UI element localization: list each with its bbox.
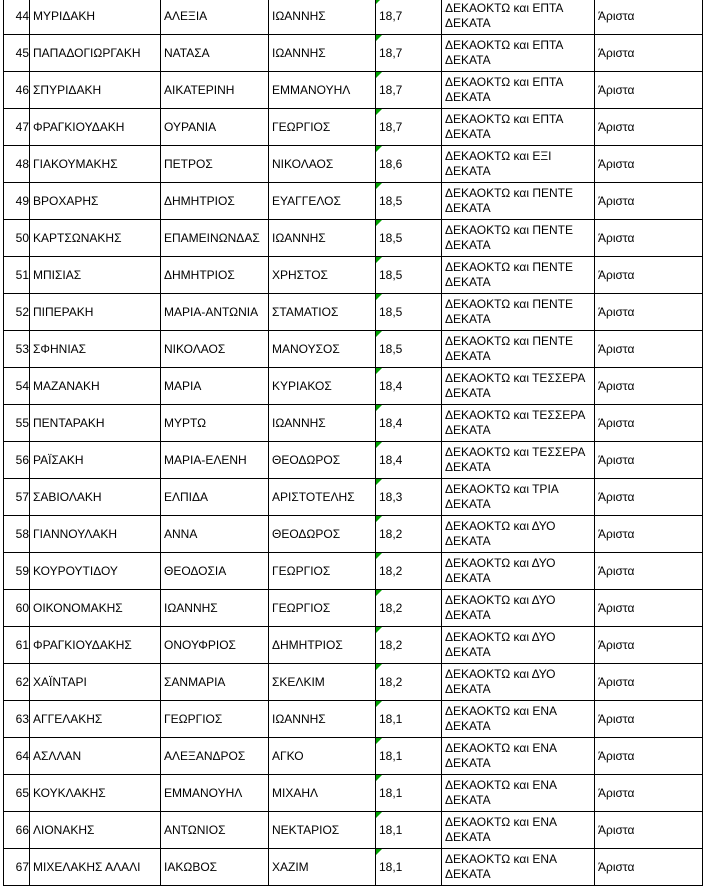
- table-row: [4, 146, 703, 183]
- grade-words-cell: [442, 701, 595, 738]
- grade-words-cell: [442, 775, 595, 812]
- grade-cell: 18,6: [376, 146, 442, 183]
- father-name-cell: ΝΕΚΤΑΡΙΟΣ: [269, 812, 376, 849]
- grade-words-line-1: ΔΕΚΑΟΚΤΩ και ΤΕΣΣΕΡΑ: [445, 445, 586, 459]
- surname-cell: ΑΣΛΛΑΝ: [30, 738, 161, 775]
- table-row: [4, 590, 703, 627]
- surname-cell: ΜΠΙΣΙΑΣ: [30, 257, 161, 294]
- row-number: 63: [4, 701, 30, 738]
- distinction-cell: Άριστα: [595, 590, 703, 627]
- grade-words-cell: [442, 0, 595, 35]
- distinction-cell: Άριστα: [595, 627, 703, 664]
- row-number: 64: [4, 738, 30, 775]
- grade-words-line-1: ΔΕΚΑΟΚΤΩ και ΤΡΙΑ: [445, 482, 559, 496]
- row-number: 51: [4, 257, 30, 294]
- surname-cell: ΜΥΡΙΔΑΚΗ: [30, 0, 161, 35]
- first-name-cell: ΙΩΑΝΝΗΣ: [161, 590, 269, 627]
- grade-words-line-2: ΔΕΚΑΤΑ: [445, 756, 491, 770]
- grade-cell: 18,1: [376, 812, 442, 849]
- grade-words-cell: [442, 146, 595, 183]
- grade-words-cell: [442, 553, 595, 590]
- distinction-cell: Άριστα: [595, 701, 703, 738]
- surname-cell: ΜΙΧΕΛΑΚΗΣ ΑΛΑΛΙ: [30, 849, 161, 886]
- first-name-cell: ΑΙΚΑΤΕΡΙΝΗ: [161, 72, 269, 109]
- surname-cell: ΓΙΑΚΟΥΜΑΚΗΣ: [30, 146, 161, 183]
- table-row: [4, 775, 703, 812]
- surname-cell: ΣΠΥΡΙΔΑΚΗ: [30, 72, 161, 109]
- grade-words-line-1: ΔΕΚΑΟΚΤΩ και ΔΥΟ: [445, 630, 556, 644]
- first-name-cell: ΑΝΝΑ: [161, 516, 269, 553]
- row-number: 61: [4, 627, 30, 664]
- distinction-cell: Άριστα: [595, 257, 703, 294]
- father-name-cell: ΓΕΩΡΓΙΟΣ: [269, 553, 376, 590]
- grade-words-line-2: ΔΕΚΑΤΑ: [445, 645, 491, 659]
- grade-words-cell: [442, 109, 595, 146]
- grade-words-line-2: ΔΕΚΑΤΑ: [445, 16, 491, 30]
- table-row: [4, 516, 703, 553]
- grade-words-line-2: ΔΕΚΑΤΑ: [445, 53, 491, 67]
- grade-cell: 18,7: [376, 35, 442, 72]
- row-number: 54: [4, 368, 30, 405]
- distinction-cell: Άριστα: [595, 0, 703, 35]
- table-row: [4, 479, 703, 516]
- grade-words-line-1: ΔΕΚΑΟΚΤΩ και ΕΝΑ: [445, 741, 557, 755]
- grade-cell: 18,3: [376, 479, 442, 516]
- grade-words-line-1: ΔΕΚΑΟΚΤΩ και ΔΥΟ: [445, 593, 556, 607]
- grade-words-line-2: ΔΕΚΑΤΑ: [445, 682, 491, 696]
- grade-cell: 18,7: [376, 72, 442, 109]
- grade-cell: 18,1: [376, 738, 442, 775]
- surname-cell: ΟΙΚΟΝΟΜΑΚΗΣ: [30, 590, 161, 627]
- table-row: [4, 738, 703, 775]
- grade-words-cell: [442, 627, 595, 664]
- father-name-cell: ΓΕΩΡΓΙΟΣ: [269, 109, 376, 146]
- table-row: [4, 183, 703, 220]
- father-name-cell: ΙΩΑΝΝΗΣ: [269, 35, 376, 72]
- row-number: 53: [4, 331, 30, 368]
- grade-words-line-2: ΔΕΚΑΤΑ: [445, 534, 491, 548]
- surname-cell: ΠΙΠΕΡΑΚΗ: [30, 294, 161, 331]
- grade-words-line-2: ΔΕΚΑΤΑ: [445, 164, 491, 178]
- grade-words-line-1: ΔΕΚΑΟΚΤΩ και ΕΞΙ: [445, 149, 552, 163]
- row-number: 67: [4, 849, 30, 886]
- distinction-cell: Άριστα: [595, 775, 703, 812]
- grade-words-line-2: ΔΕΚΑΤΑ: [445, 460, 491, 474]
- grade-cell: 18,1: [376, 775, 442, 812]
- father-name-cell: ΣΚΕΛΚΙΜ: [269, 664, 376, 701]
- grade-words-line-2: ΔΕΚΑΤΑ: [445, 90, 491, 104]
- row-number: 48: [4, 146, 30, 183]
- table-row: [4, 220, 703, 257]
- father-name-cell: ΜΑΝΟΥΣΟΣ: [269, 331, 376, 368]
- distinction-cell: Άριστα: [595, 368, 703, 405]
- surname-cell: ΣΑΒΙΟΛΑΚΗ: [30, 479, 161, 516]
- surname-cell: ΚΟΥΚΛΑΚΗΣ: [30, 775, 161, 812]
- table-row: [4, 627, 703, 664]
- father-name-cell: ΙΩΑΝΝΗΣ: [269, 220, 376, 257]
- row-number: 58: [4, 516, 30, 553]
- table-row: [4, 442, 703, 479]
- father-name-cell: ΙΩΑΝΝΗΣ: [269, 701, 376, 738]
- first-name-cell: ΑΛΕΞΙΑ: [161, 0, 269, 35]
- grade-cell: 18,5: [376, 183, 442, 220]
- distinction-cell: Άριστα: [595, 72, 703, 109]
- grade-words-line-1: ΔΕΚΑΟΚΤΩ και ΕΠΤΑ: [445, 38, 564, 52]
- first-name-cell: ΠΕΤΡΟΣ: [161, 146, 269, 183]
- distinction-cell: Άριστα: [595, 849, 703, 886]
- grade-words-line-1: ΔΕΚΑΟΚΤΩ και ΔΥΟ: [445, 667, 556, 681]
- grade-words-line-2: ΔΕΚΑΤΑ: [445, 867, 491, 881]
- grade-cell: 18,2: [376, 553, 442, 590]
- distinction-cell: Άριστα: [595, 479, 703, 516]
- grade-words-line-1: ΔΕΚΑΟΚΤΩ και ΔΥΟ: [445, 556, 556, 570]
- distinction-cell: Άριστα: [595, 442, 703, 479]
- distinction-cell: Άριστα: [595, 516, 703, 553]
- grade-words-line-1: ΔΕΚΑΟΚΤΩ και ΕΠΤΑ: [445, 112, 564, 126]
- grade-words-line-2: ΔΕΚΑΤΑ: [445, 275, 491, 289]
- row-number: 52: [4, 294, 30, 331]
- father-name-cell: ΚΥΡΙΑΚΟΣ: [269, 368, 376, 405]
- distinction-cell: Άριστα: [595, 294, 703, 331]
- row-number: 50: [4, 220, 30, 257]
- distinction-cell: Άριστα: [595, 405, 703, 442]
- table-row: [4, 35, 703, 72]
- father-name-cell: ΕΥΑΓΓΕΛΟΣ: [269, 183, 376, 220]
- surname-cell: ΚΑΡΤΣΩΝΑΚΗΣ: [30, 220, 161, 257]
- grade-words-cell: [442, 257, 595, 294]
- grade-cell: 18,2: [376, 590, 442, 627]
- distinction-cell: Άριστα: [595, 331, 703, 368]
- father-name-cell: ΑΡΙΣΤΟΤΕΛΗΣ: [269, 479, 376, 516]
- distinction-cell: Άριστα: [595, 664, 703, 701]
- grade-cell: 18,1: [376, 701, 442, 738]
- table-row: [4, 701, 703, 738]
- table-row: [4, 664, 703, 701]
- grade-words-cell: [442, 738, 595, 775]
- first-name-cell: ΣΑΝΜΑΡΙΑ: [161, 664, 269, 701]
- table-row: [4, 331, 703, 368]
- first-name-cell: ΜΑΡΙΑ-ΕΛΕΝΗ: [161, 442, 269, 479]
- grade-words-cell: [442, 590, 595, 627]
- grade-cell: 18,1: [376, 849, 442, 886]
- surname-cell: ΓΙΑΝΝΟΥΛΑΚΗ: [30, 516, 161, 553]
- grade-words-line-2: ΔΕΚΑΤΑ: [445, 571, 491, 585]
- grade-cell: 18,2: [376, 664, 442, 701]
- grade-words-cell: [442, 220, 595, 257]
- grade-words-line-1: ΔΕΚΑΟΚΤΩ και ΕΝΑ: [445, 815, 557, 829]
- row-number: 65: [4, 775, 30, 812]
- grade-words-line-1: ΔΕΚΑΟΚΤΩ και ΔΥΟ: [445, 519, 556, 533]
- surname-cell: ΜΑΖΑΝΑΚΗ: [30, 368, 161, 405]
- surname-cell: ΚΟΥΡΟΥΤΙΔΟΥ: [30, 553, 161, 590]
- grades-table: [3, 0, 703, 886]
- first-name-cell: ΟΥΡΑΝΙΑ: [161, 109, 269, 146]
- grade-cell: 18,5: [376, 220, 442, 257]
- grade-words-line-2: ΔΕΚΑΤΑ: [445, 312, 491, 326]
- surname-cell: ΠΕΝΤΑΡΑΚΗ: [30, 405, 161, 442]
- father-name-cell: ΧΡΗΣΤΟΣ: [269, 257, 376, 294]
- grade-words-line-2: ΔΕΚΑΤΑ: [445, 793, 491, 807]
- grade-words-line-2: ΔΕΚΑΤΑ: [445, 201, 491, 215]
- grade-words-cell: [442, 664, 595, 701]
- grade-cell: 18,5: [376, 294, 442, 331]
- grade-words-line-1: ΔΕΚΑΟΚΤΩ και ΕΝΑ: [445, 704, 557, 718]
- father-name-cell: ΜΙΧΑΗΛ: [269, 775, 376, 812]
- grade-words-cell: [442, 405, 595, 442]
- father-name-cell: ΔΗΜΗΤΡΙΟΣ: [269, 627, 376, 664]
- grade-words-line-2: ΔΕΚΑΤΑ: [445, 497, 491, 511]
- grade-words-cell: [442, 35, 595, 72]
- father-name-cell: ΙΩΑΝΝΗΣ: [269, 405, 376, 442]
- surname-cell: ΛΙΟΝΑΚΗΣ: [30, 812, 161, 849]
- row-number: 45: [4, 35, 30, 72]
- grade-words-line-1: ΔΕΚΑΟΚΤΩ και ΠΕΝΤΕ: [445, 223, 573, 237]
- grade-cell: 18,5: [376, 257, 442, 294]
- row-number: 60: [4, 590, 30, 627]
- surname-cell: ΧΑΪΝΤΑΡΙ: [30, 664, 161, 701]
- table-row: [4, 0, 703, 35]
- father-name-cell: ΣΤΑΜΑΤΙΟΣ: [269, 294, 376, 331]
- grade-cell: 18,7: [376, 109, 442, 146]
- distinction-cell: Άριστα: [595, 738, 703, 775]
- grade-words-line-1: ΔΕΚΑΟΚΤΩ και ΕΝΑ: [445, 852, 557, 866]
- grade-cell: 18,2: [376, 516, 442, 553]
- first-name-cell: ΕΠΑΜΕΙΝΩΝΔΑΣ: [161, 220, 269, 257]
- grade-words-cell: [442, 849, 595, 886]
- grade-words-line-2: ΔΕΚΑΤΑ: [445, 386, 491, 400]
- grade-words-line-1: ΔΕΚΑΟΚΤΩ και ΤΕΣΣΕΡΑ: [445, 371, 586, 385]
- father-name-cell: ΑΓΚΟ: [269, 738, 376, 775]
- grade-words-cell: [442, 331, 595, 368]
- grade-words-line-1: ΔΕΚΑΟΚΤΩ και ΠΕΝΤΕ: [445, 334, 573, 348]
- surname-cell: ΣΦΗΝΙΑΣ: [30, 331, 161, 368]
- table-row: [4, 72, 703, 109]
- first-name-cell: ΑΝΤΩΝΙΟΣ: [161, 812, 269, 849]
- grades-table-body: [4, 0, 703, 886]
- grade-words-cell: [442, 368, 595, 405]
- grade-cell: 18,4: [376, 368, 442, 405]
- first-name-cell: ΘΕΟΔΟΣΙΑ: [161, 553, 269, 590]
- grade-words-cell: [442, 812, 595, 849]
- grade-words-line-2: ΔΕΚΑΤΑ: [445, 608, 491, 622]
- surname-cell: ΑΓΓΕΛΑΚΗΣ: [30, 701, 161, 738]
- first-name-cell: ΕΜΜΑΝΟΥΗΛ: [161, 775, 269, 812]
- grade-words-line-2: ΔΕΚΑΤΑ: [445, 830, 491, 844]
- surname-cell: ΦΡΑΓΚΙΟΥΔΑΚΗ: [30, 109, 161, 146]
- distinction-cell: Άριστα: [595, 109, 703, 146]
- grade-words-line-1: ΔΕΚΑΟΚΤΩ και ΠΕΝΤΕ: [445, 186, 573, 200]
- first-name-cell: ΟΝΟΥΦΡΙΟΣ: [161, 627, 269, 664]
- grade-cell: 18,4: [376, 405, 442, 442]
- table-row: [4, 812, 703, 849]
- father-name-cell: ΝΙΚΟΛΑΟΣ: [269, 146, 376, 183]
- row-number: 55: [4, 405, 30, 442]
- table-row: [4, 849, 703, 886]
- table-row: [4, 109, 703, 146]
- grade-words-cell: [442, 183, 595, 220]
- grade-words-cell: [442, 72, 595, 109]
- grade-words-line-2: ΔΕΚΑΤΑ: [445, 238, 491, 252]
- father-name-cell: ΧΑΖΙΜ: [269, 849, 376, 886]
- row-number: 44: [4, 0, 30, 35]
- grade-words-cell: [442, 479, 595, 516]
- first-name-cell: ΝΙΚΟΛΑΟΣ: [161, 331, 269, 368]
- first-name-cell: ΙΑΚΩΒΟΣ: [161, 849, 269, 886]
- distinction-cell: Άριστα: [595, 146, 703, 183]
- grade-cell: 18,5: [376, 331, 442, 368]
- table-row: [4, 553, 703, 590]
- grade-words-line-1: ΔΕΚΑΟΚΤΩ και ΠΕΝΤΕ: [445, 260, 573, 274]
- first-name-cell: ΜΥΡΤΩ: [161, 405, 269, 442]
- first-name-cell: ΑΛΕΞΑΝΔΡΟΣ: [161, 738, 269, 775]
- first-name-cell: ΔΗΜΗΤΡΙΟΣ: [161, 183, 269, 220]
- surname-cell: ΠΑΠΑΔΟΓΙΩΡΓΑΚΗ: [30, 35, 161, 72]
- grade-cell: 18,2: [376, 627, 442, 664]
- grade-words-line-2: ΔΕΚΑΤΑ: [445, 127, 491, 141]
- grade-words-cell: [442, 442, 595, 479]
- distinction-cell: Άριστα: [595, 35, 703, 72]
- father-name-cell: ΓΕΩΡΓΙΟΣ: [269, 590, 376, 627]
- grade-words-line-2: ΔΕΚΑΤΑ: [445, 423, 491, 437]
- row-number: 62: [4, 664, 30, 701]
- grade-cell: 18,4: [376, 442, 442, 479]
- distinction-cell: Άριστα: [595, 220, 703, 257]
- surname-cell: ΡΑΪΣΑΚΗ: [30, 442, 161, 479]
- table-row: [4, 368, 703, 405]
- row-number: 59: [4, 553, 30, 590]
- grade-words-line-2: ΔΕΚΑΤΑ: [445, 719, 491, 733]
- distinction-cell: Άριστα: [595, 812, 703, 849]
- grade-words-line-1: ΔΕΚΑΟΚΤΩ και ΕΠΤΑ: [445, 1, 564, 15]
- distinction-cell: Άριστα: [595, 553, 703, 590]
- table-row: [4, 405, 703, 442]
- row-number: 46: [4, 72, 30, 109]
- grade-words-line-1: ΔΕΚΑΟΚΤΩ και ΤΕΣΣΕΡΑ: [445, 408, 586, 422]
- father-name-cell: ΕΜΜΑΝΟΥΗΛ: [269, 72, 376, 109]
- distinction-cell: Άριστα: [595, 183, 703, 220]
- grade-words-line-1: ΔΕΚΑΟΚΤΩ και ΕΝΑ: [445, 778, 557, 792]
- row-number: 57: [4, 479, 30, 516]
- table-row: [4, 257, 703, 294]
- grade-words-line-2: ΔΕΚΑΤΑ: [445, 349, 491, 363]
- first-name-cell: ΔΗΜΗΤΡΙΟΣ: [161, 257, 269, 294]
- father-name-cell: ΘΕΟΔΩΡΟΣ: [269, 442, 376, 479]
- row-number: 56: [4, 442, 30, 479]
- surname-cell: ΒΡΟΧΑΡΗΣ: [30, 183, 161, 220]
- table-row: [4, 294, 703, 331]
- first-name-cell: ΜΑΡΙΑ: [161, 368, 269, 405]
- row-number: 47: [4, 109, 30, 146]
- father-name-cell: ΙΩΑΝΝΗΣ: [269, 0, 376, 35]
- first-name-cell: ΝΑΤΑΣΑ: [161, 35, 269, 72]
- row-number: 66: [4, 812, 30, 849]
- first-name-cell: ΕΛΠΙΔΑ: [161, 479, 269, 516]
- grade-words-line-1: ΔΕΚΑΟΚΤΩ και ΠΕΝΤΕ: [445, 297, 573, 311]
- grade-words-cell: [442, 294, 595, 331]
- grade-words-line-1: ΔΕΚΑΟΚΤΩ και ΕΠΤΑ: [445, 75, 564, 89]
- surname-cell: ΦΡΑΓΚΙΟΥΔΑΚΗΣ: [30, 627, 161, 664]
- row-number: 49: [4, 183, 30, 220]
- grade-words-cell: [442, 516, 595, 553]
- grade-cell: 18,7: [376, 0, 442, 35]
- father-name-cell: ΘΕΟΔΩΡΟΣ: [269, 516, 376, 553]
- first-name-cell: ΓΕΩΡΓΙΟΣ: [161, 701, 269, 738]
- first-name-cell: ΜΑΡΙΑ-ΑΝΤΩΝΙΑ: [161, 294, 269, 331]
